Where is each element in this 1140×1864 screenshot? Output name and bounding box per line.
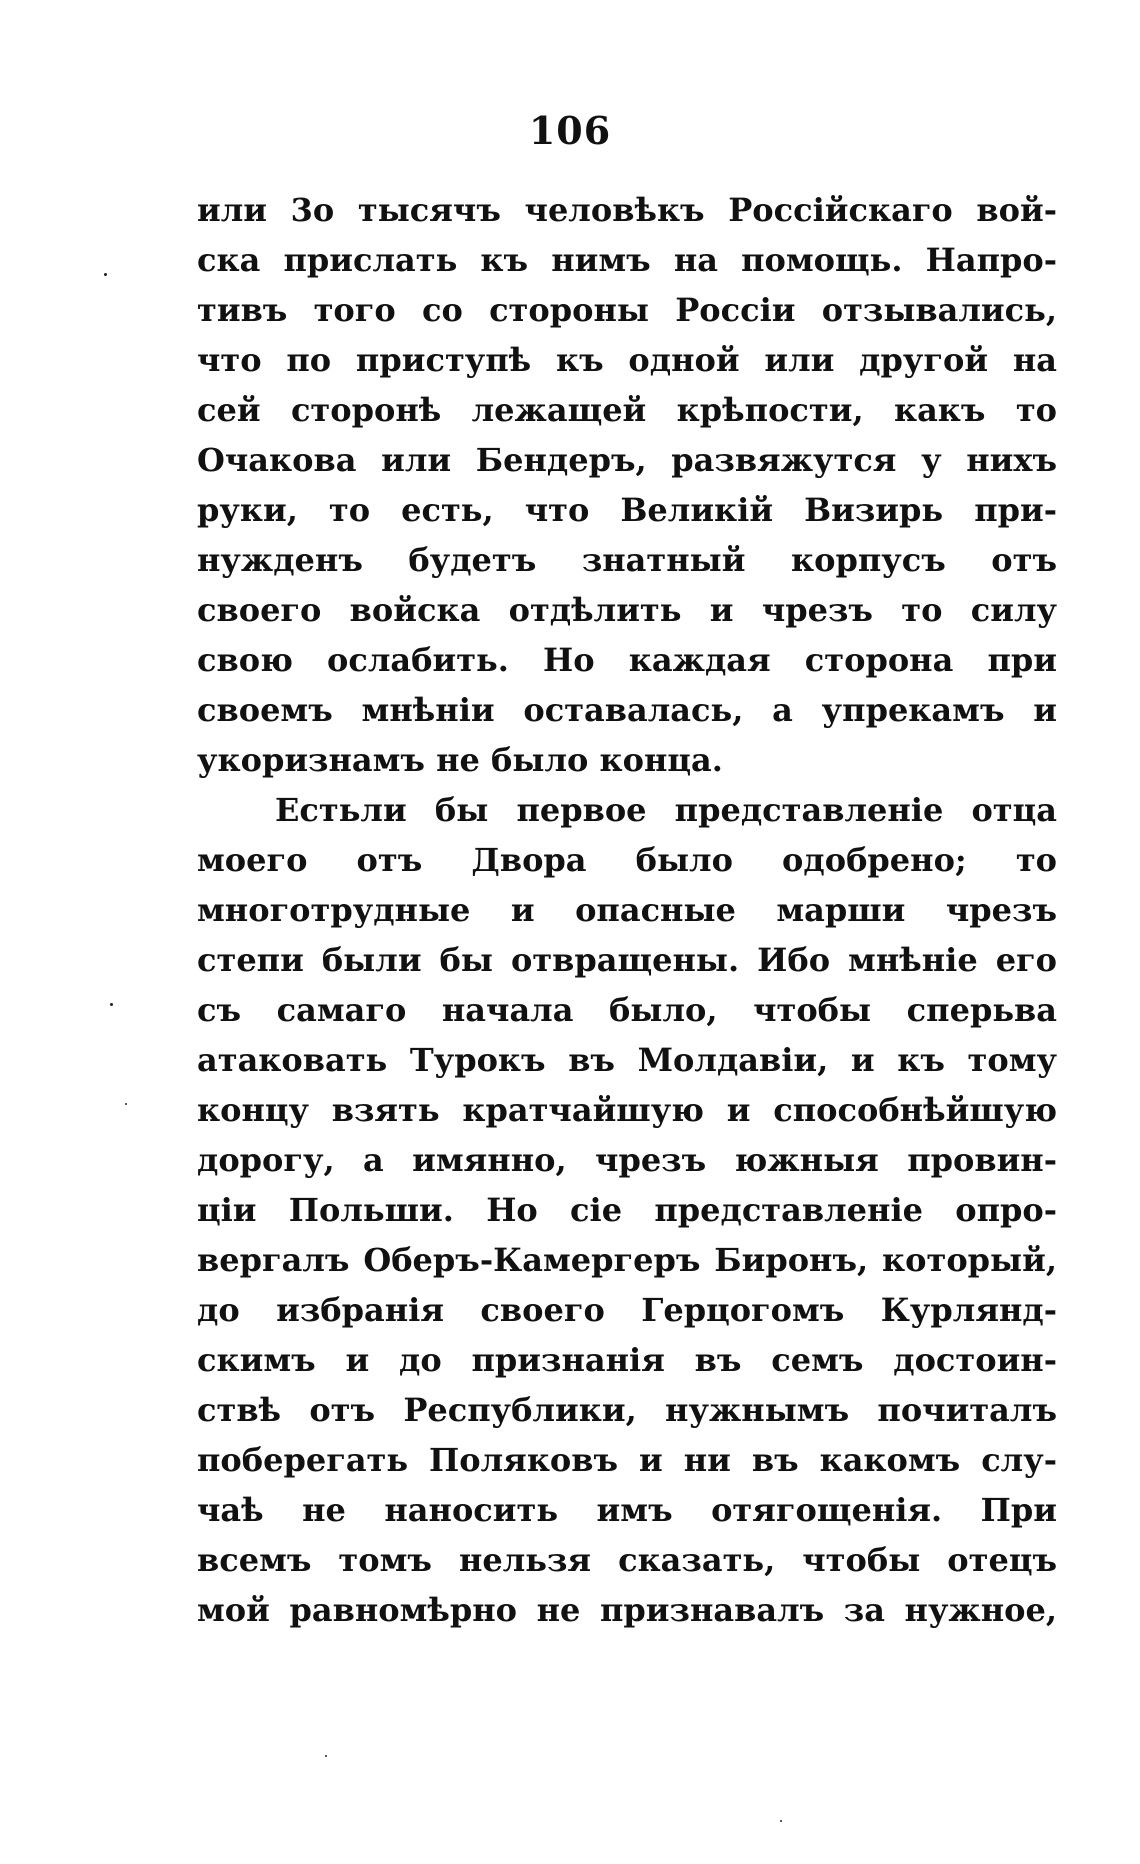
body-text xyxy=(197,185,1057,1635)
text-line: моего отъ Двора было одобрено; то xyxy=(197,841,1057,879)
text-line: многотрудные и опасные марши чрезъ xyxy=(197,891,1057,929)
text-line: тивъ того со стороны Россіи отзывались, xyxy=(197,291,1057,329)
text-line: чаѣ не наносить имъ отягощенія. При xyxy=(197,1491,1057,1529)
scan-speck xyxy=(325,1755,327,1757)
text-line: дорогу, а имянно, чрезъ южныя провин- xyxy=(197,1141,1057,1179)
text-line: вергалъ Оберъ-Камергеръ Биронъ, который, xyxy=(197,1241,1057,1279)
text-line: скимъ и до признанія въ семъ достоин- xyxy=(197,1341,1057,1379)
text-line: своемъ мнѣніи оставалась, а упрекамъ и xyxy=(197,691,1057,729)
text-line: Очакова или Бендеръ, развяжутся у нихъ xyxy=(197,441,1057,479)
text-line: укоризнамъ не было конца. xyxy=(197,741,723,779)
text-line: до избранія своего Герцогомъ Курлянд- xyxy=(197,1291,1057,1329)
scan-speck xyxy=(780,1820,782,1822)
scan-speck xyxy=(110,1003,113,1006)
text-line: всемъ томъ нельзя сказать, чтобы отецъ xyxy=(197,1541,1057,1579)
text-line: степи были бы отвращены. Ибо мнѣніе его xyxy=(197,941,1057,979)
text-line: ска прислать къ нимъ на помощь. Напро- xyxy=(197,241,1057,279)
text-line: съ самаго начала было, чтобы сперьва xyxy=(197,991,1057,1029)
text-line: нужденъ будетъ знатный корпусъ отъ xyxy=(197,541,1057,579)
text-line: руки, то есть, что Великій Визирь при- xyxy=(197,491,1057,529)
text-line: концу взять кратчайшую и способнѣйшую xyxy=(197,1091,1057,1129)
text-line: свою ослабить. Но каждая сторона при xyxy=(197,641,1057,679)
text-line: Естьли бы первое представленіе отца xyxy=(275,791,1057,829)
text-line: или 3о тысячъ человѣкъ Россійскаго вой- xyxy=(197,191,1057,229)
text-line: сей сторонѣ лежащей крѣпости, какъ то xyxy=(197,391,1057,429)
text-line: своего войска отдѣлить и чрезъ то силу xyxy=(197,591,1057,629)
text-line: мой равномѣрно не признавалъ за нужное, xyxy=(197,1591,1057,1629)
text-line: поберегать Поляковъ и ни въ какомъ слу- xyxy=(197,1441,1057,1479)
page-number: 106 xyxy=(528,108,612,153)
text-line: ствѣ отъ Республики, нужнымъ почиталъ xyxy=(197,1391,1057,1429)
text-line: атаковать Турокъ въ Молдавіи, и къ тому xyxy=(197,1041,1057,1079)
scan-speck xyxy=(125,1103,127,1105)
scan-speck xyxy=(104,273,107,276)
text-line: что по приступѣ къ одной или другой на xyxy=(197,341,1057,379)
text-line: ціи Польши. Но сіе представленіе опро- xyxy=(197,1191,1057,1229)
